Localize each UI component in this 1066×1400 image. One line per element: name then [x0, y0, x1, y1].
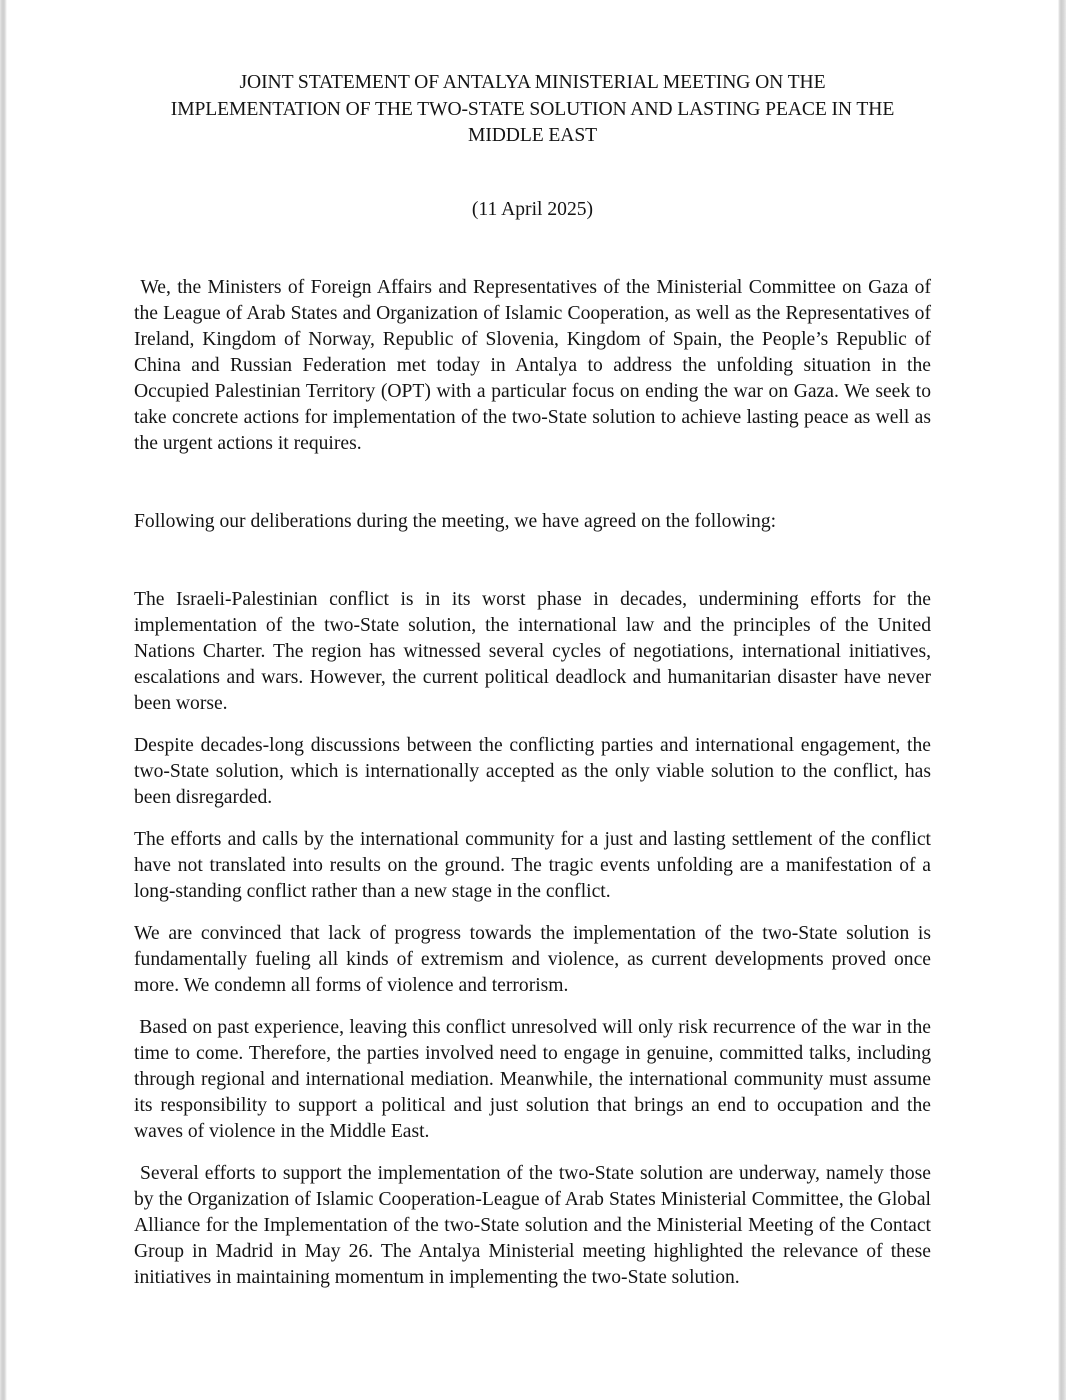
document-page — [134, 70, 931, 1291]
document-title — [134, 70, 931, 150]
title-line-3: MIDDLE EAST — [468, 125, 597, 146]
page-edge-right — [1058, 0, 1066, 1400]
point-paragraph-4: We are convinced that lack of progress towards the implementation of the two-State solution is fundamentally fueling all kinds of extremism and violence, as current developments proved once more. We condemn all forms of violence and terrorism. — [134, 922, 931, 996]
point-paragraph-2: Despite decades-long discussions between the conflicting parties and international engagement, the two-State solution, which is internationally accepted as the only viable solution to the conflict, has been disregarded. — [134, 734, 931, 808]
point-paragraph-5: Based on past experience, leaving this conflict unresolved will only risk recurrence of the war in the time to come. Therefore, the parties involved need to engage in genuine, committed talks, including through regional and international mediation. Meanwhile, the international community must assume its responsibility to support a political and just solution that brings an end to occupation and the waves of violence in the Middle East. — [134, 1016, 931, 1142]
point-paragraph-6: Several efforts to support the implementation of the two-State solution are underway, namely those by the Organization of Islamic Cooperation-League of Arab States Ministerial Committee, the Global Alliance for the Implementation of the two-State solution and the Ministerial Meeting of the Contact Group in Madrid in May 26. The Antalya Ministerial meeting highlighted the relevance of these initiatives in maintaining momentum in implementing the two-State solution. — [134, 1162, 931, 1288]
point-paragraph-3: The efforts and calls by the international community for a just and lasting settlement of the conflict have not translated into results on the ground. The tragic events unfolding are a manifestation of a long-standing conflict rather than a new stage in the conflict. — [134, 828, 931, 902]
page-edge-left — [0, 0, 7, 1400]
intro-paragraph: We, the Ministers of Foreign Affairs and Representatives of the Ministerial Committee on Gaza of the League of Arab States and Organization of Islamic Cooperation, as well as the Representatives of Ireland, Kingdom of Norway, Republic of Slovenia, Kingdom of Spain, the People’s Republic of China and Russian Federation met today in Antalya to address the unfolding situation in the Occupied Palestinian Territory (OPT) with a particular focus on ending the war on Gaza. We seek to take concrete actions for implementation of the two-State solution to achieve lasting peace as well as the urgent actions it requires. — [134, 276, 931, 454]
document-date: (11 April 2025) — [471, 198, 594, 220]
title-line-1: JOINT STATEMENT OF ANTALYA MINISTERIAL MEETING ON THE — [239, 72, 826, 93]
title-line-2: IMPLEMENTATION OF THE TWO-STATE SOLUTION AND LASTING PEACE IN THE — [170, 98, 895, 120]
lead-in-paragraph: Following our deliberations during the meeting, we have agreed on the following: — [134, 510, 777, 532]
point-paragraph-1: The Israeli-Palestinian conflict is in its worst phase in decades, undermining efforts for the implementation of the two-State solution, the international law and the principles of the United Nations Charter. The region has witnessed several cycles of negotiations, international initiatives, escalations and wars. However, the current political deadlock and humanitarian disaster have never been worse. — [134, 588, 931, 714]
